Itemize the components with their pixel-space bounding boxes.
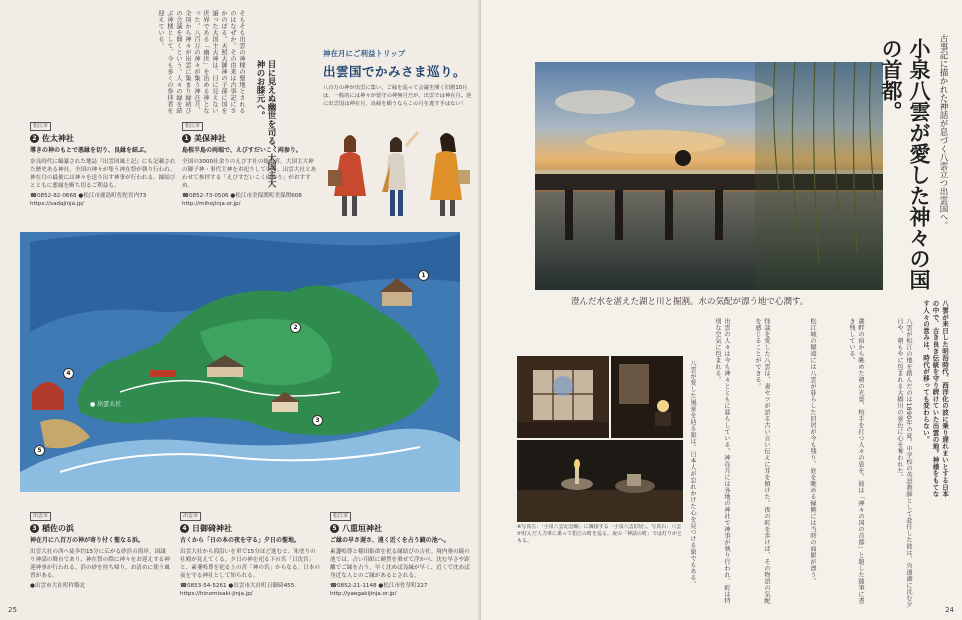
- feature-lede: 八雲が来日した明治時代、西洋化の波に乗り遅れまいとする日本の中で、古き良き伝統を守り続けていた出雲の地。神様をもてなす人々の営みは、時代が移っても変わらない。: [922, 300, 949, 498]
- map-pin-5: 5: [34, 445, 45, 456]
- shrine-lead: 古くから「日の本の夜を守る」夕日の聖地。: [180, 537, 301, 544]
- intro-body: そもそも出雲の神様の聖地とされるのはなぜか。その由来は古事記にさかのぼる。天照大御神の子孫に国を譲った大国主大神は、目に見えない世界である「幽世」を治める神となった。八百万の神々が集う神在月、全国から神々が出雲に集まり縁結びの会議を開くという。人々の縁を結ぶ神様として、今も多くの参拝者を迎えている。: [157, 10, 245, 114]
- izumo-map: [0, 222, 481, 512]
- feature-title-block: [323, 48, 475, 108]
- feature-kicker-right: 古事記に描かれた神話が息づく八雲立つ出雲国へ。: [938, 34, 948, 230]
- shrine-body: 全国の3000社余りのえびす社の総本宮。大国主大神の御子神・事代主神をお祀りしている。出雲大社とあわせて参拝する「えびすだいこく両参り」がおすすめ。: [182, 159, 317, 189]
- shrine-body: 素盞嗚尊と稲田姫命を祀る縁結びの古社。境内奥の鏡の池では、占い用紙に硬貨を乗せて浮かべ、沈む早さや距離でご縁を占う。早く沈めば良縁が早く、近くで沈めば身近な人とのご縁があるとされる。: [330, 549, 470, 579]
- shrine-info: ●出雲市大社町杵築北: [30, 583, 86, 589]
- shrine-name: 2 佐太神社: [30, 133, 178, 144]
- hero-photo-bridge: [535, 62, 883, 290]
- small-photo-caption: ※写真左：「小泉八雲記念館」に隣接する「小泉八雲旧居」。写真右：八雲が好んだ人力車に乗って松江の町を巡る。夜の「神話の町」では灯りがともる。: [517, 524, 683, 544]
- shrine-info: ☎0853-54-5261 ●出雲市大社町日御碕455 https://hinomisaki-jinja.jp/: [180, 583, 295, 597]
- photo-interior: [517, 356, 609, 438]
- shrine-info: ☎0852-82-0668 ●松江市鹿島町佐陀宮内73 https://sadajinja.jp/: [30, 193, 147, 207]
- shrine-body: 奈良時代に編纂された地誌『出雲国風土記』にも記載された歴史ある神社。全国の神々が集う神在祭が執り行われ、神在月の最後には神々を送り出す神事が行われる。縁結びとともに悪縁を断ち切るご利益も。: [30, 159, 176, 189]
- shrine-inasa: [30, 512, 170, 608]
- body-column-1: 八雲が松江の地を踏んだのは1890年の夏。中学校の英語教師として赴任した彼は、宍道湖に沈む夕日や、朝もやに包まれる大橋川の景色に心を奪われた。: [896, 318, 912, 608]
- hero-photo-caption: 澄んだ水を湛えた湖と川と掘割。水の気配が漂う地で心潤す。: [571, 297, 809, 307]
- shrine-lead: ご縁の早さ遅さ、遠く近くを占う鏡の池へ。: [330, 537, 450, 544]
- body-column-4: 怪談を愛した八雲は、妻セツが語る古い言い伝えに耳を傾けた。夜の町を歩けば、その物語の気配を感じることができる。: [754, 318, 770, 604]
- shrine-area-tag: 松江市: [330, 512, 351, 521]
- shrine-area-tag: 松江市: [30, 122, 51, 131]
- shrine-lead: 神在月に八百万の神が寄り付く聖なる浜。: [30, 537, 145, 544]
- map-label-izumo-taisha: ● 出雲大社: [90, 401, 122, 408]
- feature-title: 出雲国でかみさま巡り。: [323, 64, 467, 79]
- feature-headline: 小泉八雲が愛した神々の国の首都。: [879, 38, 932, 290]
- shrine-name: 1 美保神社: [182, 133, 317, 144]
- shrine-lead: 島根半島の両端で、えびすだいこく両参り。: [182, 147, 302, 154]
- body-column-3: 松江城の堀端には八雲が暮らした旧居が今も残り、庭を眺める縁側には当時の面影が漂う。: [809, 318, 816, 585]
- page-number-left: 25: [8, 606, 17, 614]
- map-pin-2: 2: [290, 322, 301, 333]
- shrine-body: 出雲大社から海沿いを車で15分ほど進むと、朱塗りの社殿が見えてくる。夕日の神を祀る下の宮「日沈宮」と、素戔嗚尊を祀る上の宮「神の宮」からなる。日本の夜を守る神社として知られる。: [180, 549, 320, 579]
- photo-candle-table: [517, 440, 683, 522]
- shrine-name: 3 稲佐の浜: [30, 523, 170, 534]
- travelers-illustration: [318, 126, 478, 226]
- shrine-lead: 導きの神のもとで悪縁を切り、良縁を結ぶ。: [30, 147, 151, 154]
- shrine-body: 出雲大社の西へ徒歩約15分に広がる砂浜の海岸。国譲り神話の舞台であり、神在祭の際に神々をお迎えする神迎神事が行われる。浜の砂を持ち帰り、お清めに使う風習がある。: [30, 549, 170, 579]
- shrine-miho: [182, 122, 317, 222]
- intro-heading: 目に見えぬ幽世を司る、大国主大神のお膝元へ。: [255, 60, 276, 188]
- feature-kicker: 神在月にご利益トリップ: [323, 49, 406, 58]
- shrine-sada: [30, 122, 178, 222]
- page-number-right: 24: [945, 606, 954, 614]
- shrine-area-tag: 出雲市: [30, 512, 51, 521]
- shrine-hinomisaki: [180, 512, 320, 608]
- shrine-yaegaki: [330, 512, 470, 608]
- body-column-6: 八雲が愛した風景を辿る旅は、日本人が忘れかけた心を見つける旅でもある。: [689, 360, 696, 588]
- photo-lantern-room: [611, 356, 683, 438]
- map-pin-1: 1: [418, 270, 429, 281]
- shrine-area-tag: 松江市: [182, 122, 203, 131]
- shrine-info: ☎0852-73-0506 ●松江市美保関町美保関608 http://mihojinja.or.jp/: [182, 193, 302, 207]
- shrine-name: 5 八重垣神社: [330, 523, 470, 534]
- body-column-2: 湖畔の宿から眺めた朝の光景、柏手を打つ人々の姿を、彼は「神々の国の首都」と題した随筆に書き残している。: [848, 318, 864, 604]
- right-page: [481, 0, 962, 620]
- map-pin-4: 4: [63, 368, 74, 379]
- shrine-area-tag: 出雲市: [180, 512, 201, 521]
- body-column-5: 出雲の人々は今も神々とともに暮らしている。神在月には各地の神社で神事が執り行われ、町は特別な空気に包まれる。: [714, 318, 730, 604]
- map-pin-3: 3: [312, 415, 323, 426]
- shrine-name: 4 日御碕神社: [180, 523, 320, 534]
- shrine-info: ☎0852-21-1148 ●松江市佐草町227 http://yaegakijinja.or.jp/: [330, 583, 428, 597]
- feature-description: 八百万の神が出雲に集い、ご縁を巡って会議を開く旧暦10月は、一般的には神々が留守の神無月だが、出雲では神在月。逆に出雲国は神在月、良縁を願うならこの月を逃す手はない！: [323, 85, 472, 107]
